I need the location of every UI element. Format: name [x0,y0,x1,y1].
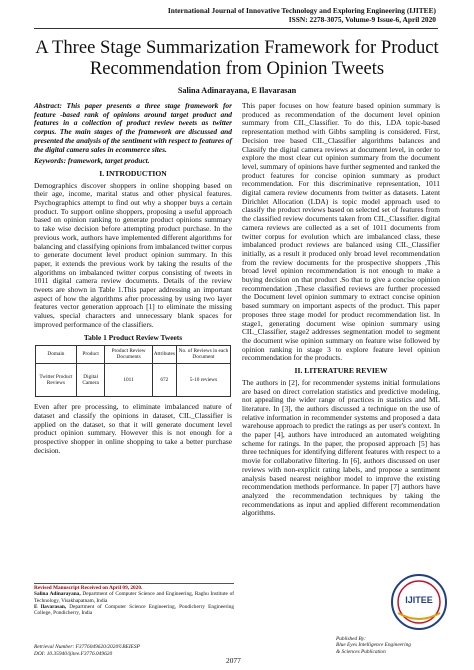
section-heading-literature-review: II. LITERATURE REVIEW [294,366,388,376]
author-line: Salina Adinarayana, E Ilavarasan [177,86,297,95]
right-column [242,102,440,520]
table-cell: 5-10 reviews [176,363,230,396]
table-header-cell: Domain [36,346,77,363]
intro-paragraph-1: Demographics discover shoppers in online shopping based on their age, income, marital status and other physical features. Psychographics attempt to find out why a shopper buys a certain product. To support online shoppers, proposing a useful approach based on opinion ranking to generate product opinions summary to take wise decision before attempting product purchase. In the previous work, authors have implemented different algorithms for balancing and classifying opinions from imbalanced twitter corpus to generate document level product opinion summary. In this paper, it extends the previous work by taking the results of the algorithms on imbalanced twitter corpus consisting of tweets in 1011 digital camera review documents. Details of the review tweets are shown in Table 1.This paper addressing an important aspect of how the algorithms after processing by using two layer features vector generation approach [1] to eliminate the missing values, special characters and unnecessary blank spaces for improved performance of the classifiers. [34,180,232,329]
table-row [36,363,231,396]
author-footnote [34,585,234,616]
journal-issn: ISSN: 2278-3075, Volume-9 Issue-6, April 2020 [288,15,436,24]
journal-name: International Journal of Innovative Technology and Exploring Engineering (IJITEE) [167,6,436,15]
publisher-name: Blue Eyes Intelligence Engineering [336,642,411,649]
paper-title: A Three Stage Summarization Framework for Product Recommendation from Opinion Tweets [35,37,439,79]
literature-paragraph: The authors in [2], for recommender systems initial formulations are based on direct correlation statistics and predictive modeling, not appealing the wider range of practices in statistics and ML literature. In [3], the authors discussed a technique on the use of relative information in recommender systems and proposed a data warehouse approach to predict the ratings as per user's context. In the paper [4], authors have introduced an automated weighting scheme for ratings. In the paper, the proposed approach [5] has three techniques for identifying different features with respect to a movie for collaborative filtering. In [6], authors discussed on user reviews with non-explicit rating labels, and propose a sentiment analysis based nearest neighbor model to improve the existing recommendation methods performance. In paper [7] authors have analyzed the recommendation techniques by taking the recommendations as input and applied different recommendation algorithms. [242,377,440,518]
intro-paragraph-2: Even after pre processing, to eliminate imbalanced nature of dataset and classify the opinions in dataset, CIL_Classifier is applied on the dataset, so that it will generate document level product opinion summary. However this is not enough for a prospective shopper in online shopping to take a better purchase decision. [34,402,232,455]
table-cell: 1011 [105,363,152,396]
right-paragraph-1: This paper focuses on how feature based opinion summary is produced as recommendation of the document level opinion summary from CIL_Classifier. To do this, LDA topic-based representation method with Gibbs sampling is considered. First, Decision tree based CIL_Classifier algorithms balances and Classify the digital camera reviews at document level, in order to explore the most clear cut opinion summary from the document level, summary of opinions have further segmented and ranked the product features for concise opinion summary as product recommendation. For this discriminative representation, 1011 digital camera review documents from twitter as datasets. Latent Dirichlet Allocation (LDA) is topic model approach used to classify the product reviews based on selected set of features from the classified review documents taken from CIL_Classifier. digital camera reviews are collected as a set of 1011 documents from twitter corpus for evolution which are imbalanced class, these imbalanced product reviews are balanced using CIL_Classifier initially, as a result it produced only broad level recommendation from the review documents for the prospective shoppers ,This broad level opinion recommendation is not enough to make a buying decision on that product .So that to give a concise opinion recommendation ,These classified reviews are further processed the Document level opinion summary to extract concise opinion based summary on important aspects of the product. This paper proposes three stage model for product recommendation list. In stage1, generating document wise opinion summary using CIL_Classifier, stage2 addresses segmentation model to segment the document wise opinion summary on feature wise followed by opinion ranking in stage 3 to explore feature level opinion recommendation for the products. [242,101,440,363]
author-affiliation-1 [34,591,234,604]
table-header-cell: Product [76,346,105,363]
publisher-info [336,636,411,655]
table-header-cell: Product Review Documents [105,346,152,363]
abstract: Abstract: This paper presents a three stage framework for feature -based rank of opinions around target product and features in a collection of product review tweets as twitter corpus. The main stages of the framework are discussed and presented the analysis of the sentiment with respect to features of the digital camera sales in ecommerce sites. [34,101,232,154]
journal-header [168,6,436,24]
affiliation-2: Department of Computer Science Engineering, Pondicherry Engineering College, Pondicherry, India [34,603,234,617]
header-rule [34,28,438,29]
table-header-row [36,346,231,363]
keywords: Keywords: framework, target product. [34,156,150,166]
affiliation-1: Department of Computer Science and Engineering, Raghu Institute of Technology, Visakhapatnam, India [34,591,234,604]
revised-date: Revised Manuscript Received on April 09, 2020. [34,585,143,591]
page-number: 2077 [226,656,241,665]
table-cell: Digital Camera [76,363,105,396]
table-caption: Table 1 Product Review Tweets [83,332,183,342]
author-affiliation-2 [34,604,234,617]
retrieval-number: Retrieval Number: F3776049620/2020©BEIESP [34,644,140,650]
left-column [34,102,232,457]
published-by-label: Published By: [336,636,366,642]
author-name-1: Salina Adinarayana, [34,591,81,598]
logo-lettering: IJITEE [405,595,433,605]
table-cell: Twitter Product Reviews [36,363,77,396]
section-heading-introduction: I. INTRODUCTION [99,168,167,178]
publisher-name-2: & Sciences Publication [336,648,386,655]
product-review-table [35,345,231,397]
table-header-cell: Attributes [152,346,176,363]
author-name-2: E Ilavarasan, [34,603,67,610]
retrieval-info [34,644,140,657]
table-cell: 672 [152,363,176,396]
doi-link[interactable]: DOI: 10.35940/ijitee.F3776.049620 [34,650,113,657]
footnote-rule [34,583,234,584]
table-header-cell: No. of Reviews in each Document [176,346,230,363]
